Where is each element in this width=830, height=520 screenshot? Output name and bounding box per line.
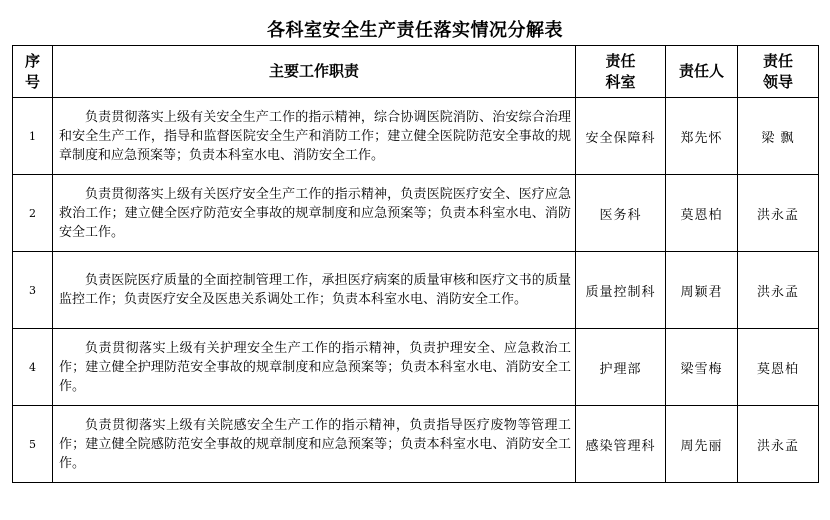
row-person: 周颖君 bbox=[666, 252, 738, 329]
row-leader: 莫恩柏 bbox=[738, 329, 819, 406]
row-index: 4 bbox=[13, 329, 53, 406]
table-row bbox=[13, 329, 819, 406]
row-leader: 梁 飘 bbox=[738, 98, 819, 175]
header-duty: 主要工作职责 bbox=[53, 46, 576, 98]
row-dept: 质量控制科 bbox=[576, 252, 666, 329]
table-row bbox=[13, 98, 819, 175]
row-index: 2 bbox=[13, 175, 53, 252]
row-dept: 护理部 bbox=[576, 329, 666, 406]
header-dept-line1: 责任 bbox=[605, 51, 636, 70]
row-duty: 负责医院医疗质量的全面控制管理工作，承担医疗病案的质量审核和医疗文书的质量监控工作；负责医疗安全及医患关系调处工作；负责本科室水电、消防安全工作。 bbox=[53, 252, 576, 329]
row-duty: 负责贯彻落实上级有关安全生产工作的指示精神，综合协调医院消防、治安综合治理和安全生产工作，指导和监督医院安全生产和消防工作；建立健全医院防范安全事故的规章制度和应急预案等；负责本科室水电、消防安全工作。 bbox=[53, 98, 576, 175]
row-person: 梁雪梅 bbox=[666, 329, 738, 406]
header-dept bbox=[576, 46, 666, 98]
header-leader bbox=[738, 46, 819, 98]
row-leader: 洪永孟 bbox=[738, 252, 819, 329]
table-header-row bbox=[13, 46, 819, 98]
row-index: 3 bbox=[13, 252, 53, 329]
row-leader: 洪永孟 bbox=[738, 175, 819, 252]
row-person: 周先丽 bbox=[666, 406, 738, 483]
header-index-line1: 序 bbox=[24, 51, 40, 70]
table-row bbox=[13, 406, 819, 483]
row-dept: 感染管理科 bbox=[576, 406, 666, 483]
row-duty: 负责贯彻落实上级有关医疗安全生产工作的指示精神，负责医院医疗安全、医疗应急救治工作；建立健全医疗防范安全事故的规章制度和应急预案等；负责本科室水电、消防安全工作。 bbox=[53, 175, 576, 252]
table-row bbox=[13, 252, 819, 329]
row-duty: 负责贯彻落实上级有关护理安全生产工作的指示精神，负责护理安全、应急救治工作；建立健全护理防范安全事故的规章制度和应急预案等；负责本科室水电、消防安全工作。 bbox=[53, 329, 576, 406]
row-duty: 负责贯彻落实上级有关院感安全生产工作的指示精神，负责指导医疗废物等管理工作；建立健全院感防范安全事故的规章制度和应急预案等；负责本科室水电、消防安全工作。 bbox=[53, 406, 576, 483]
row-dept: 医务科 bbox=[576, 175, 666, 252]
responsibility-table bbox=[12, 45, 819, 483]
header-dept-line2: 科室 bbox=[605, 72, 636, 91]
header-index bbox=[13, 46, 53, 98]
row-person: 郑先怀 bbox=[666, 98, 738, 175]
row-person: 莫恩柏 bbox=[666, 175, 738, 252]
header-leader-line1: 责任 bbox=[762, 51, 793, 70]
row-index: 5 bbox=[13, 406, 53, 483]
header-leader-line2: 领导 bbox=[762, 72, 793, 91]
table-row bbox=[13, 175, 819, 252]
document-title: 各科室安全生产责任落实情况分解表 bbox=[267, 20, 563, 41]
row-index: 1 bbox=[13, 98, 53, 175]
row-dept: 安全保障科 bbox=[576, 98, 666, 175]
header-person: 责任人 bbox=[666, 46, 738, 98]
header-index-line2: 号 bbox=[24, 72, 40, 91]
row-leader: 洪永孟 bbox=[738, 406, 819, 483]
